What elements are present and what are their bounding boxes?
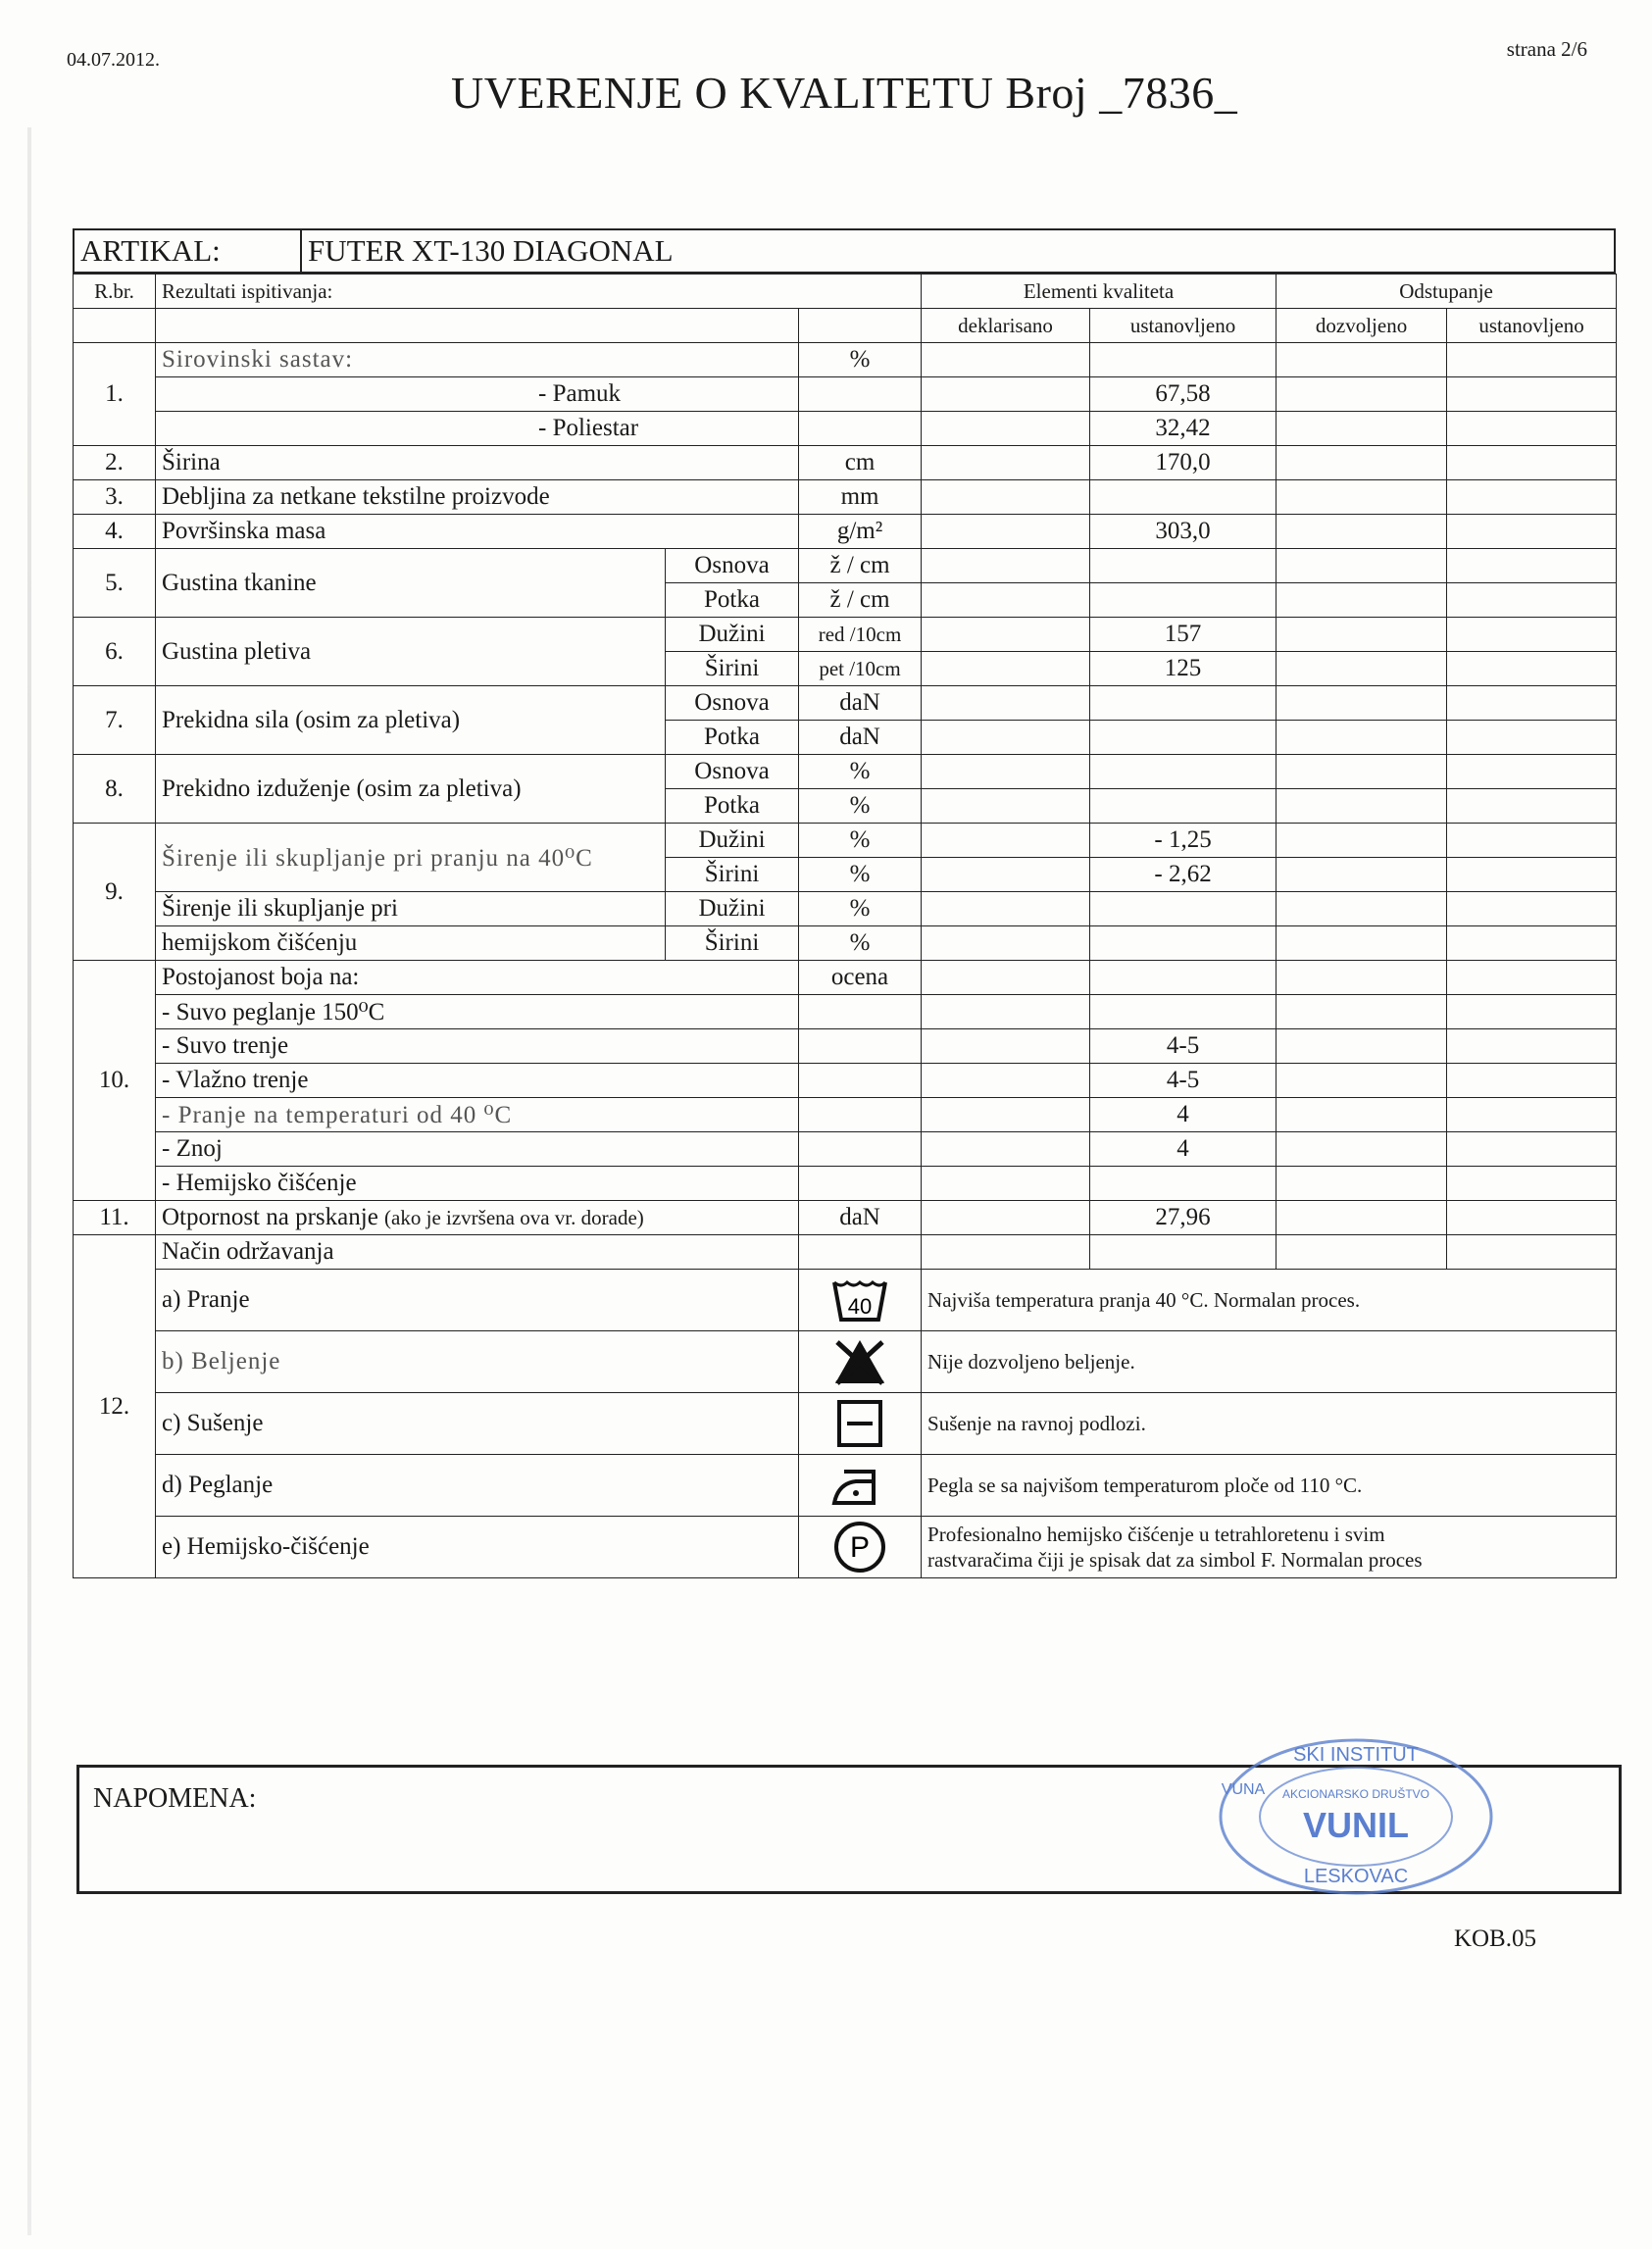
- table-row: hemijskom čišćenju Širini %: [74, 926, 1617, 961]
- svg-text:SKI INSTITUT: SKI INSTITUT: [1293, 1744, 1419, 1766]
- polyester-value: 32,42: [1090, 412, 1277, 446]
- table-row: 10. Postojanost boja na: ocena: [74, 961, 1617, 995]
- document-date: 04.07.2012.: [67, 49, 160, 71]
- table-row: Širini pet /10cm 125: [74, 652, 1617, 686]
- table-row: - Znoj 4: [74, 1132, 1617, 1167]
- table-row: 4. Površinska masa g/m² 303,0: [74, 515, 1617, 549]
- form-code: KOB.05: [1453, 1925, 1536, 1952]
- table-row: - Poliestar 32,42: [74, 412, 1617, 446]
- mass-value: 303,0: [1090, 515, 1277, 549]
- care-row-washing: a) Pranje 40 Najviša temperatura pranja 40 °C. Normalan proces.: [74, 1270, 1617, 1331]
- col-allowed: dozvoljeno: [1277, 309, 1447, 343]
- cotton-value: 67,58: [1090, 377, 1277, 412]
- table-row: 7. Prekidna sila (osim za pletiva) Osnova daN: [74, 686, 1617, 721]
- results-table: [73, 274, 1617, 1578]
- scan-edge: [27, 127, 31, 2235]
- quality-table: [73, 228, 1616, 1578]
- care-row-bleaching: b) Beljenje Nije dozvoljeno beljenje.: [74, 1331, 1617, 1393]
- no-bleach-icon: [799, 1331, 922, 1393]
- col-rbr: R.br.: [74, 275, 156, 309]
- article-row: [73, 228, 1616, 274]
- svg-text:AKCIONARSKO DRUŠTVO: AKCIONARSKO DRUŠTVO: [1281, 1787, 1430, 1801]
- dry-clean-p-icon: [799, 1517, 922, 1578]
- table-row: 9. Širenje ili skupljanje pri pranju na 40⁰C Dužini % - 1,25: [74, 824, 1617, 858]
- col-established-2: ustanovljeno: [1447, 309, 1617, 343]
- table-row: Potka daN: [74, 721, 1617, 755]
- note-label: NAPOMENA:: [93, 1783, 257, 1814]
- table-row: Širenje ili skupljanje pri Dužini %: [74, 892, 1617, 926]
- table-row: 12. Način održavanja: [74, 1235, 1617, 1270]
- table-row: Širini % - 2,62: [74, 858, 1617, 892]
- table-row: Potka %: [74, 789, 1617, 824]
- width-value: 170,0: [1090, 446, 1277, 480]
- table-row: 5. Gustina tkanine Osnova ž / cm: [74, 549, 1617, 583]
- table-row: - Hemijsko čišćenje: [74, 1167, 1617, 1201]
- col-deviation: Odstupanje: [1277, 275, 1617, 309]
- table-row: - Pamuk 67,58: [74, 377, 1617, 412]
- table-row: 3. Debljina za netkane tekstilne proizvode mm: [74, 480, 1617, 515]
- company-stamp: [1214, 1733, 1498, 1900]
- page-number: strana 2/6: [1506, 37, 1587, 61]
- table-row: 1. Sirovinski sastav: %: [74, 343, 1617, 377]
- raw-material-label: Sirovinski sastav:: [156, 343, 799, 377]
- table-row: - Vlažno trenje 4-5: [74, 1064, 1617, 1098]
- table-row: - Suvo peglanje 150⁰C: [74, 995, 1617, 1029]
- col-established: ustanovljeno: [1090, 309, 1277, 343]
- iron-icon: [799, 1455, 922, 1517]
- col-declared: deklarisano: [922, 309, 1090, 343]
- care-row-drycleaning: e) Hemijsko-čišćenje P Profesionalno hemijsko čišćenje u tetrahloretenu i svim rastvaračima čiji je spisak dat za simbol F. Normalan proces: [74, 1517, 1617, 1578]
- col-results: Rezultati ispitivanja:: [156, 275, 922, 309]
- wash-40-icon: [799, 1270, 922, 1331]
- table-row: 6. Gustina pletiva Dužini red /10cm 157: [74, 618, 1617, 652]
- svg-text:VUNA: VUNA: [1221, 1781, 1266, 1798]
- table-row: 2. Širina cm 170,0: [74, 446, 1617, 480]
- svg-text:40: 40: [847, 1294, 873, 1319]
- col-quality: Elementi kvaliteta: [922, 275, 1277, 309]
- spray-value: 27,96: [1090, 1201, 1277, 1235]
- table-row: Potka ž / cm: [74, 583, 1617, 618]
- article-value: FUTER XT-130 DIAGONAL: [301, 229, 1615, 273]
- care-row-drying: c) Sušenje Sušenje na ravnoj podlozi.: [74, 1393, 1617, 1455]
- table-row: 11. Otpornost na prskanje (ako je izvršena ova vr. dorade) daN 27,96: [74, 1201, 1617, 1235]
- table-row: - Suvo trenje 4-5: [74, 1029, 1617, 1064]
- flat-dry-icon: [799, 1393, 922, 1455]
- svg-text:VUNIL: VUNIL: [1303, 1805, 1409, 1845]
- svg-text:P: P: [850, 1531, 871, 1564]
- svg-text:LESKOVAC: LESKOVAC: [1303, 1866, 1409, 1887]
- care-row-ironing: d) Peglanje Pegla se sa najvišom temperaturom ploče od 110 °C.: [74, 1455, 1617, 1517]
- table-row: 8. Prekidno izduženje (osim za pletiva) Osnova %: [74, 755, 1617, 789]
- table-row: - Pranje na temperaturi od 40 ⁰C 4: [74, 1098, 1617, 1132]
- document-title: UVERENJE O KVALITETU Broj _7836_: [451, 68, 1238, 118]
- article-label: ARTIKAL:: [74, 229, 301, 273]
